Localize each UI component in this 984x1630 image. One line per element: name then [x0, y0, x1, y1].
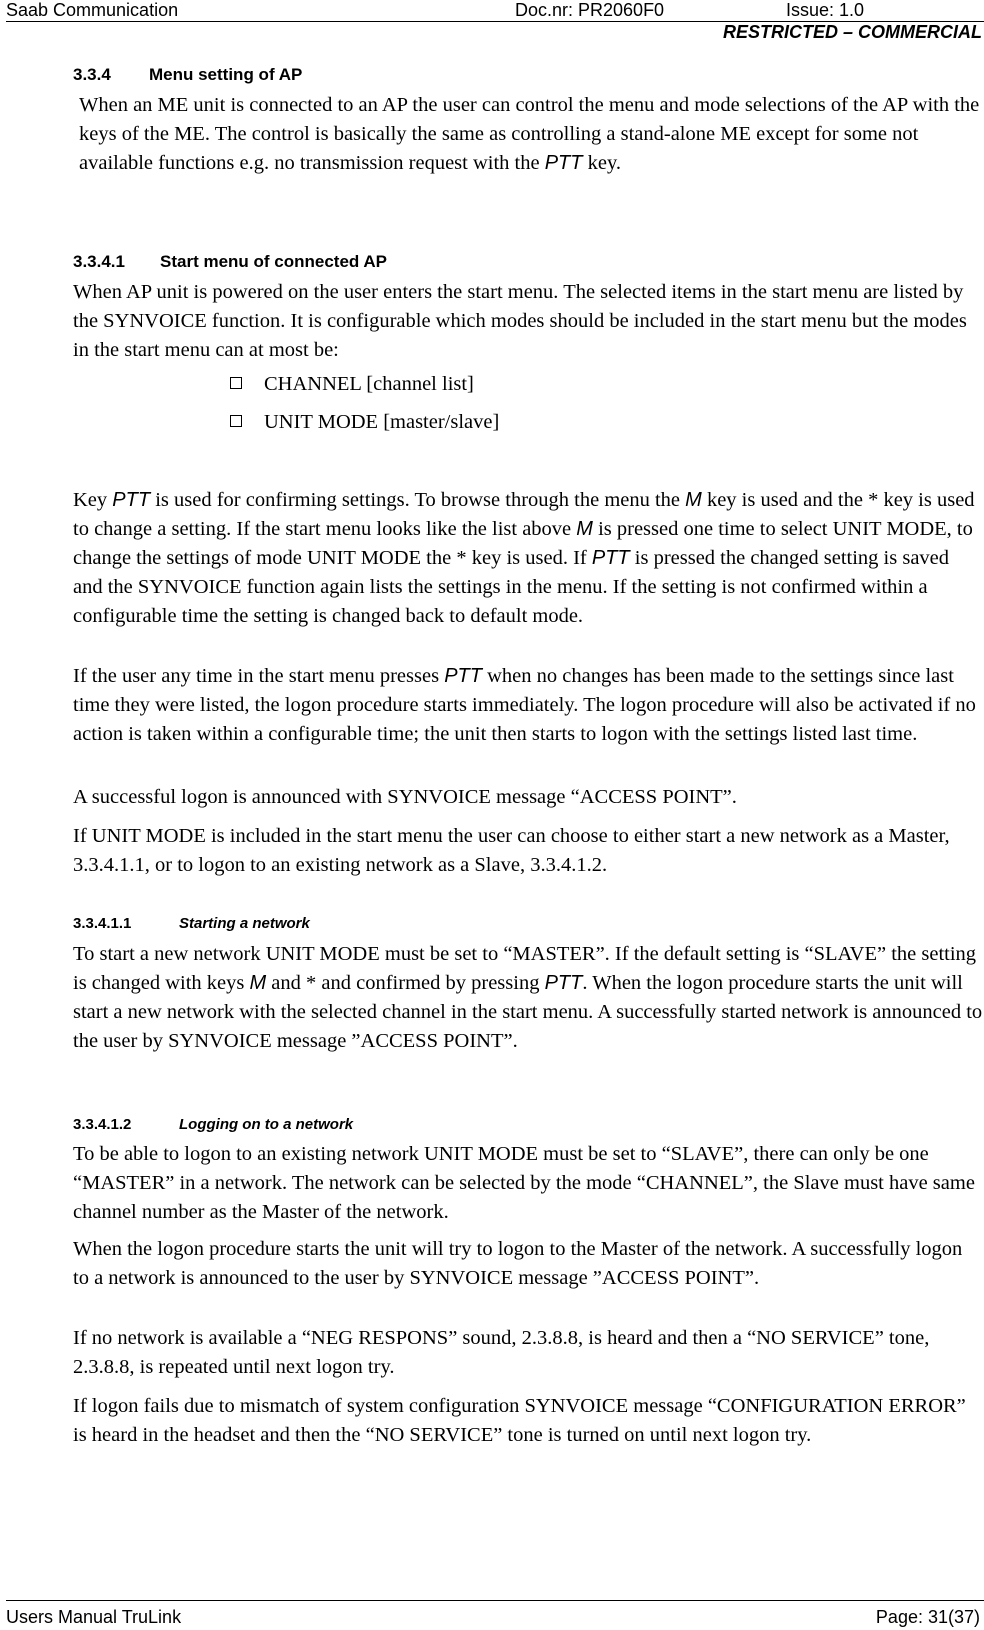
section-title: Logging on to a network	[179, 1116, 354, 1133]
section-heading-3-3-4	[73, 65, 302, 85]
list-item	[230, 408, 499, 437]
header-issue: Issue: 1.0	[786, 0, 865, 20]
section-title: Starting a network	[179, 915, 310, 932]
checkbox-bullet-icon	[230, 415, 242, 427]
section-heading-3-3-4-1	[73, 252, 387, 272]
paragraph-key-usage	[73, 486, 983, 631]
section-number: 3.3.4.1	[73, 252, 125, 271]
paragraph-logging-on: To be able to logon to an existing network UNIT MODE must be set to “SLAVE”, there can only be one “MASTER” in a network. The network can be selected by the mode “CHANNEL”, the Slave must have same channel number as the Master of the network.	[73, 1143, 975, 1223]
key-ptt: PTT	[544, 152, 583, 174]
key-ptt: PTT	[112, 489, 151, 511]
text-run: is pressed the changed setting is saved and the SYNVOICE function again lists the settings in the menu. If the setting is not confirmed within a configurable time the setting is changed back to default mode.	[73, 547, 950, 627]
paragraph-logon-start	[73, 662, 983, 749]
text-run: If the user any time in the start menu presses	[73, 665, 445, 687]
text-run: When an ME unit is connected to an AP the user can control the menu and mode selections of the AP with the keys of the ME. The control is basically the same as controlling a stand-alone ME except for some not available functions e.g. no transmission request with the	[79, 94, 980, 174]
text-run: is used for confirming settings. To browse through the menu the	[150, 489, 686, 511]
section-heading-3-3-4-1-2	[73, 1116, 353, 1133]
paragraph-config-error: If logon fails due to mismatch of system configuration SYNVOICE message “CONFIGURATION ERROR” is heard in the headset and then the “NO SERVICE” tone is turned on until next logon try.	[73, 1395, 966, 1446]
list-item	[230, 370, 474, 399]
text-run: Key	[73, 489, 113, 511]
page-footer	[0, 1600, 984, 1630]
text-run: key is used and the * key is used to change a setting. If the start menu looks like the list above	[73, 489, 975, 540]
footer-page-number: Page: 31(37)	[875, 1607, 980, 1627]
header-company: Saab Communication	[6, 0, 179, 20]
section-title: Menu setting of AP	[149, 65, 303, 84]
paragraph-starting-network	[73, 940, 983, 1056]
key-m: M	[685, 489, 702, 511]
text-run: is pressed one time to select UNIT MODE, to change the settings of mode UNIT MODE the * key is used. If	[73, 518, 973, 569]
key-m: M	[576, 518, 593, 540]
section-heading-3-3-4-1-1	[73, 915, 310, 932]
section-number: 3.3.4	[73, 65, 111, 84]
header-classification: RESTRICTED – COMMERCIAL	[722, 22, 982, 42]
paragraph-logon-master: When the logon procedure starts the unit will try to logon to the Master of the network. A successfully logon to a network is announced to the user by SYNVOICE message ”ACCESS POINT”.	[73, 1238, 963, 1289]
text-run: key.	[582, 152, 622, 174]
paragraph-no-network: If no network is available a “NEG RESPONS” sound, 2.3.8.8, is heard and then a “NO SERVICE” tone, 2.3.8.8, is repeated until next logon try.	[73, 1327, 930, 1378]
text-run: . When the logon procedure starts the unit will start a new network with the selected channel in the start menu. A successfully started network is announced to the user by SYNVOICE message ”ACCESS POINT”.	[73, 972, 983, 1052]
text-run: when no changes has been made to the settings since last time they were listed, the logon procedure starts immediately. The logon procedure will also be activated if no action is taken within a configurable time; the unit then starts to logon with the settings listed last time.	[73, 665, 976, 745]
paragraph-successful-logon: A successful logon is announced with SYNVOICE message “ACCESS POINT”.	[73, 786, 737, 808]
footer-manual-title: Users Manual TruLink	[6, 1607, 182, 1627]
text-run: and * and confirmed by pressing	[266, 972, 545, 994]
list-item-text: CHANNEL [channel list]	[264, 373, 474, 395]
section-title: Start menu of connected AP	[160, 252, 388, 271]
list-item-text: UNIT MODE [master/slave]	[264, 411, 500, 433]
paragraph-menu-setting	[79, 91, 983, 178]
section-number: 3.3.4.1.2	[73, 1116, 132, 1133]
paragraph-start-menu: When AP unit is powered on the user enters the start menu. The selected items in the start menu are listed by the SYNVOICE function. It is configurable which modes should be included in the start menu but the modes in the start menu can at most be:	[73, 281, 967, 361]
header-doc-number: Doc.nr: PR2060F0	[515, 0, 665, 20]
page-header	[0, 0, 984, 46]
paragraph-unit-mode: If UNIT MODE is included in the start menu the user can choose to either start a new network as a Master, 3.3.4.1.1, or to logon to an existing network as a Slave, 3.3.4.1.2.	[73, 825, 950, 876]
text-run: To start a new network UNIT MODE must be set to “MASTER”. If the default setting is “SLAVE” the setting is changed with keys	[73, 943, 977, 994]
key-ptt: PTT	[544, 972, 583, 994]
key-ptt: PTT	[591, 547, 630, 569]
section-number: 3.3.4.1.1	[73, 915, 132, 932]
footer-rule	[6, 1600, 984, 1601]
checkbox-bullet-icon	[230, 377, 242, 389]
key-m: M	[249, 972, 267, 994]
key-ptt: PTT	[444, 665, 482, 687]
